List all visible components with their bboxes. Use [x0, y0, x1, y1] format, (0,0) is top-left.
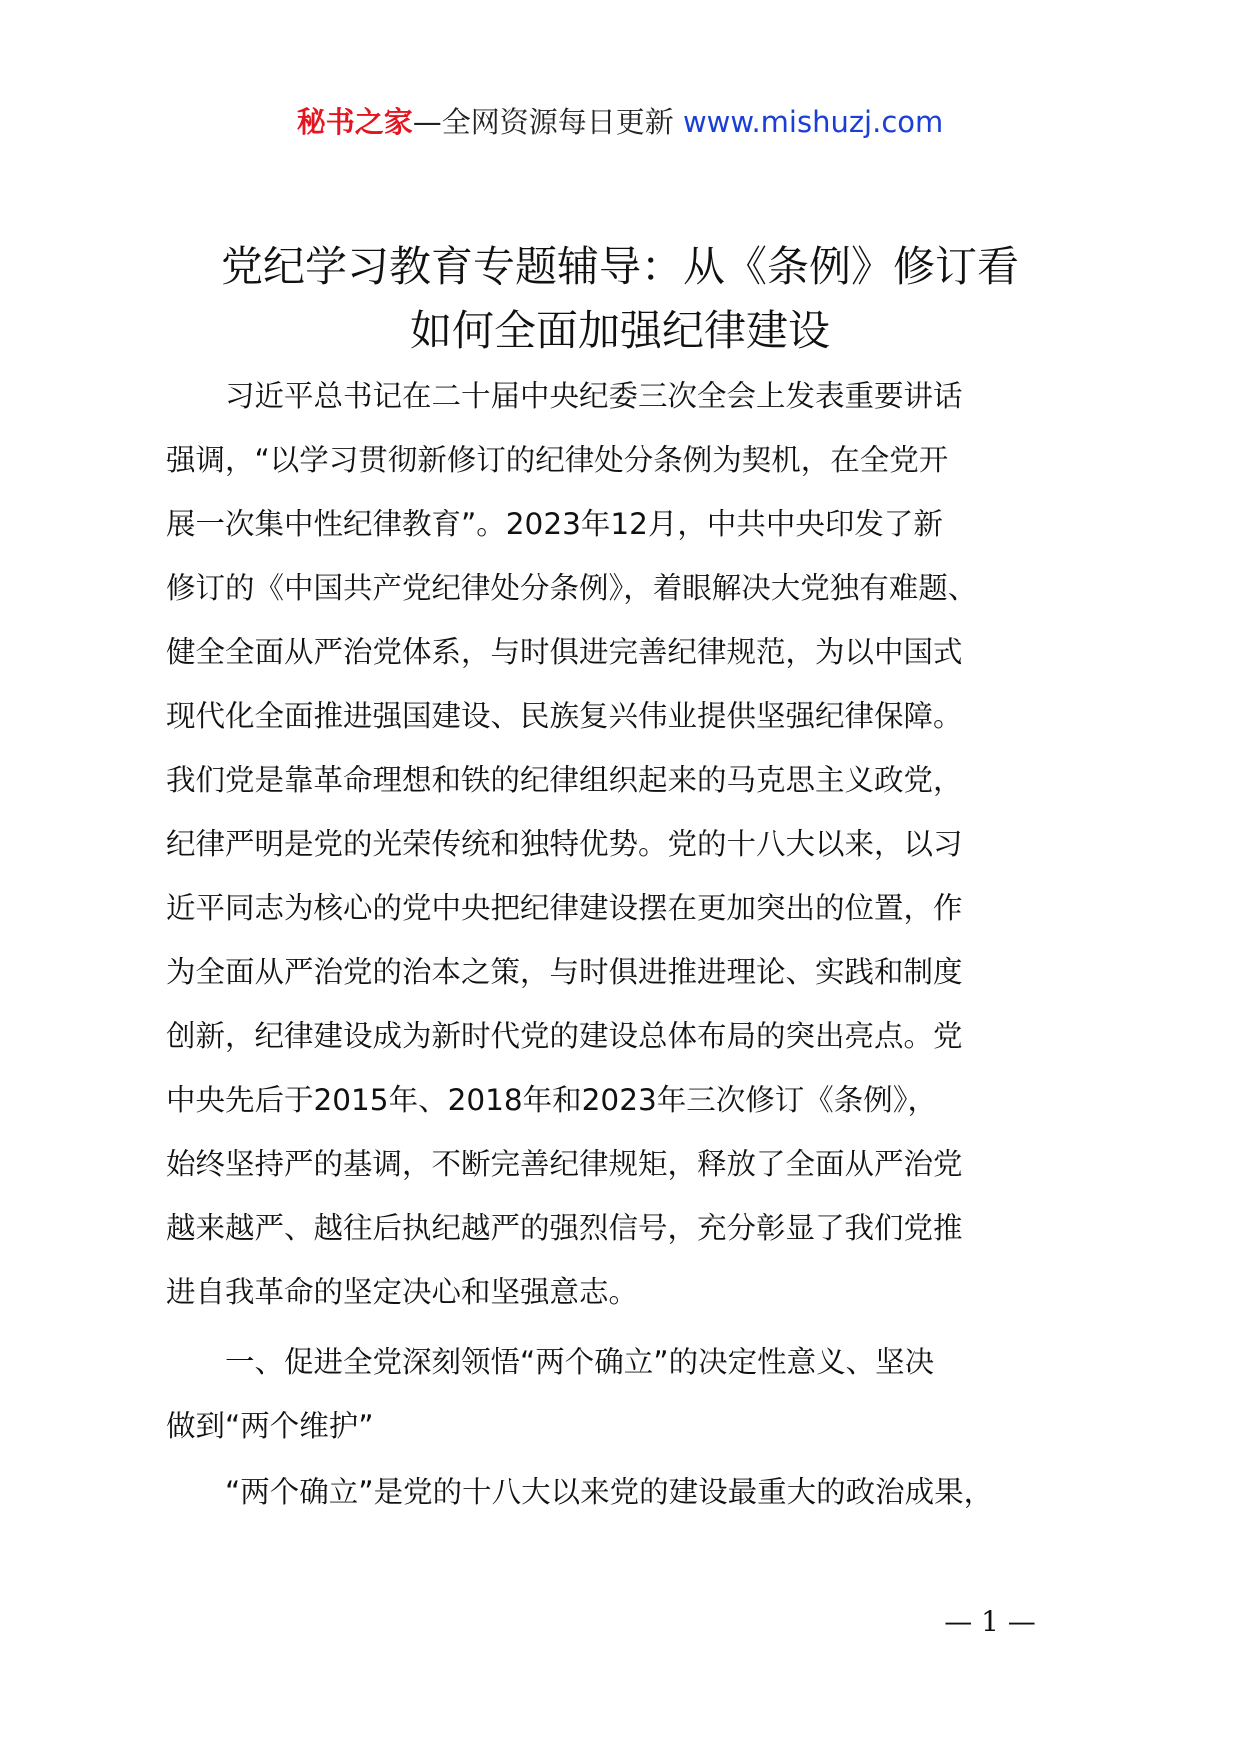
section-paragraph-1 — [166, 1460, 1098, 1524]
text-line: 展一次集中性纪律教育”。2023年12月，中共中央印发了新 — [166, 507, 943, 541]
text-line: 越来越严、越往后执纪越严的强烈信号，充分彰显了我们党推 — [166, 1211, 963, 1245]
text-line: 为全面从严治党的治本之策，与时俱进推进理论、实践和制度 — [166, 955, 963, 989]
text-line: 强调，“以学习贯彻新修订的纪律处分条例为契机，在全党开 — [166, 443, 949, 477]
section-heading-1 — [166, 1330, 1098, 1458]
text-line: 现代化全面推进强国建设、民族复兴伟业提供坚强纪律保障。 — [166, 699, 963, 733]
text-line: “两个确立”是党的十八大以来党的建设最重大的政治成果， — [166, 1475, 994, 1509]
text-line: 进自我革命的坚定决心和坚强意志。 — [166, 1275, 639, 1309]
document-title-line-2: 如何全面加强纪律建设 — [409, 306, 830, 355]
text-line: 创新，纪律建设成为新时代党的建设总体布局的突出亮点。党 — [166, 1019, 963, 1053]
text-line: 健全全面从严治党体系，与时俱进完善纪律规范，为以中国式 — [166, 635, 963, 669]
site-brand: 秘书之家 — [296, 105, 413, 139]
text-line: 修订的《中国共产党纪律处分条例》，着眼解决大党独有难题、 — [166, 571, 978, 605]
document-title-line-1: 党纪学习教育专题辅导：从《条例》修订看 — [220, 242, 1019, 291]
intro-paragraph — [166, 364, 1098, 1324]
heading-line: 做到“两个维护” — [166, 1409, 374, 1443]
text-line: 习近平总书记在二十届中央纪委三次全会上发表重要讲话 — [166, 379, 963, 413]
text-line: 近平同志为核心的党中央把纪律建设摆在更加突出的位置，作 — [166, 891, 963, 925]
text-line: 中央先后于2015年、2018年和2023年三次修订《条例》， — [166, 1083, 937, 1117]
site-header — [0, 100, 1240, 144]
heading-line: 一、促进全党深刻领悟“两个确立”的决定性意义、坚决 — [166, 1345, 935, 1379]
text-line: 纪律严明是党的光荣传统和独特优势。党的十八大以来，以习 — [166, 827, 963, 861]
text-line: 我们党是靠革命理想和铁的纪律组织起来的马克思主义政党， — [166, 763, 963, 797]
site-url-link[interactable]: www.mishuzj.com — [682, 105, 944, 139]
page-number: — 1 — — [944, 1605, 1036, 1638]
site-tagline: —全网资源每日更新 — [412, 105, 674, 139]
text-line: 始终坚持严的基调，不断完善纪律规矩，释放了全面从严治党 — [166, 1147, 963, 1181]
